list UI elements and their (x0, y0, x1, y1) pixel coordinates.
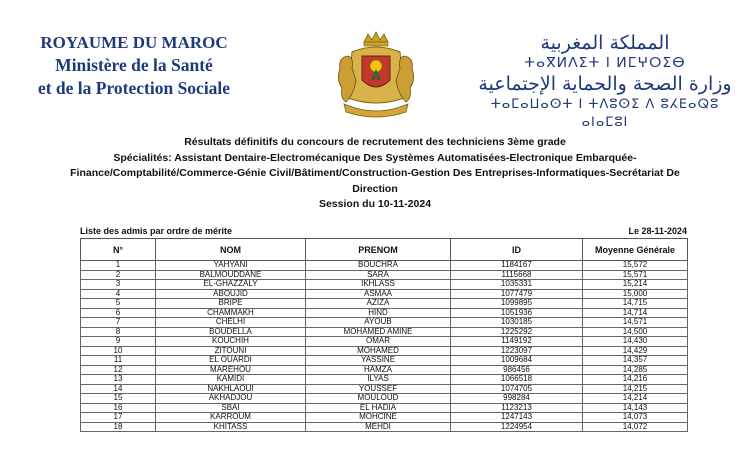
cell-nom: EL OUARDI (156, 356, 306, 366)
cell-rank: 14 (81, 384, 156, 394)
table-row (81, 384, 688, 394)
cell-nom: SBAI (156, 403, 306, 413)
cell-id: 998284 (451, 394, 583, 404)
table-row (81, 261, 688, 271)
cell-rank: 10 (81, 346, 156, 356)
cell-moyenne: 14,214 (583, 394, 688, 404)
column-header-rank: N° (81, 239, 156, 261)
cell-prenom: MOHAMED AMINE (306, 327, 451, 337)
table-row (81, 337, 688, 347)
cell-moyenne: 15,571 (583, 270, 688, 280)
cell-rank: 17 (81, 413, 156, 423)
cell-moyenne: 14,216 (583, 375, 688, 385)
cell-nom: KAMIDI (156, 375, 306, 385)
results-table (80, 238, 688, 432)
ministry-name-fr-line2: et de la Protection Sociale (37, 78, 231, 98)
column-header-nom: NOM (156, 239, 306, 261)
cell-prenom: SARA (306, 270, 451, 280)
table-row (81, 299, 688, 309)
cell-rank: 12 (81, 365, 156, 375)
ministry-name-tifinagh: ⵜⴰⵎⴰⵡⴰⵙⵜ ⵏ ⵜⴷⵓⵙⵉ ⴷ ⵓⵃⴹⴰⵕⵓ ⴰⵏⴰⵎⵓⵏ (490, 97, 720, 130)
document-title: Résultats définitifs du concours de recrutement des techniciens 3ème grade (184, 136, 566, 148)
cell-moyenne: 15,572 (583, 261, 688, 271)
cell-nom: BOUDELLA (156, 327, 306, 337)
column-header-moyenne: Moyenne Générale (583, 239, 688, 261)
cell-id: 1009684 (451, 356, 583, 366)
cell-id: 1184167 (451, 261, 583, 271)
cell-prenom: MEHDI (306, 422, 451, 432)
cell-prenom: MOHCINE (306, 413, 451, 423)
table-row (81, 308, 688, 318)
cell-nom: ZITOUNI (156, 346, 306, 356)
cell-prenom: MOHAMED (306, 346, 451, 356)
cell-moyenne: 14,143 (583, 403, 688, 413)
cell-rank: 8 (81, 327, 156, 337)
table-row (81, 403, 688, 413)
ministry-name-fr-line1: Ministère de la Santé (55, 55, 213, 75)
table-row (81, 327, 688, 337)
cell-prenom: IKHLASS (306, 280, 451, 290)
cell-nom: KHITASS (156, 422, 306, 432)
cell-id: 1115668 (451, 270, 583, 280)
table-row (81, 365, 688, 375)
cell-nom: CHAMMAKH (156, 308, 306, 318)
cell-rank: 16 (81, 403, 156, 413)
cell-rank: 15 (81, 394, 156, 404)
cell-moyenne: 14,072 (583, 422, 688, 432)
cell-id: 1224954 (451, 422, 583, 432)
cell-rank: 9 (81, 337, 156, 347)
cell-rank: 5 (81, 299, 156, 309)
cell-nom: BRIPE (156, 299, 306, 309)
cell-prenom: YASSINE (306, 356, 451, 366)
cell-id: 1225292 (451, 327, 583, 337)
cell-nom: AKHADJOU (156, 394, 306, 404)
cell-rank: 2 (81, 270, 156, 280)
document-session: Session du 10-11-2024 (318, 198, 432, 210)
column-header-id: ID (451, 239, 583, 261)
table-header-row (81, 239, 688, 261)
cell-rank: 18 (81, 422, 156, 432)
cell-prenom: MOULOUD (306, 394, 451, 404)
cell-id: 1123213 (451, 403, 583, 413)
cell-prenom: OMAR (306, 337, 451, 347)
cell-rank: 7 (81, 318, 156, 328)
cell-prenom: AZIZA (306, 299, 451, 309)
cell-prenom: EL HADIA (306, 403, 451, 413)
table-row (81, 280, 688, 290)
cell-rank: 13 (81, 375, 156, 385)
cell-moyenne: 14,500 (583, 327, 688, 337)
header-french-block (0, 32, 268, 100)
table-row (81, 356, 688, 366)
table-row (81, 375, 688, 385)
cell-id: 1223097 (451, 346, 583, 356)
table-row (81, 413, 688, 423)
cell-prenom: HIND (306, 308, 451, 318)
cell-nom: KARROUM (156, 413, 306, 423)
cell-prenom: ASMAA (306, 289, 451, 299)
column-header-prenom: PRENOM (306, 239, 451, 261)
cell-nom: ABOUJID (156, 289, 306, 299)
cell-rank: 6 (81, 308, 156, 318)
cell-id: 1074705 (451, 384, 583, 394)
table-row (81, 270, 688, 280)
cell-nom: CHELHI (156, 318, 306, 328)
table-row (81, 394, 688, 404)
cell-rank: 3 (81, 280, 156, 290)
list-label: Liste des admis par ordre de mérite (80, 226, 233, 236)
table-row (81, 346, 688, 356)
cell-nom: EL-GHAZZALY (156, 280, 306, 290)
cell-moyenne: 14,285 (583, 365, 688, 375)
cell-nom: MAREHOU (156, 365, 306, 375)
cell-id: 1066518 (451, 375, 583, 385)
cell-id: 1149192 (451, 337, 583, 347)
coat-of-arms-emblem-icon (330, 28, 422, 120)
cell-moyenne: 14,430 (583, 337, 688, 347)
cell-prenom: BOUCHRA (306, 261, 451, 271)
cell-prenom: YOUSSEF (306, 384, 451, 394)
cell-moyenne: 14,215 (583, 384, 688, 394)
cell-id: 1035331 (451, 280, 583, 290)
cell-id: 1247143 (451, 413, 583, 423)
cell-moyenne: 14,715 (583, 299, 688, 309)
cell-moyenne: 14,073 (583, 413, 688, 423)
cell-moyenne: 14,357 (583, 356, 688, 366)
cell-prenom: ILYAS (306, 375, 451, 385)
list-meta-row (80, 226, 687, 238)
ministry-name-ar: وزارة الصحة والحماية الإجتماعية (478, 73, 732, 95)
document-specialties: Spécialités: Assistant Dentaire-Electromécanique Des Systèmes Automatisées-Electronique Embarquée-Finance/Comptabilité/Commerce-Génie Civil/Bâtiment/Construction-Gestion Des Entreprises-Informatiques-Secrétariat De Direction (70, 151, 680, 195)
table-row (81, 318, 688, 328)
cell-rank: 1 (81, 261, 156, 271)
cell-nom: KOUCHIH (156, 337, 306, 347)
cell-id: 1030185 (451, 318, 583, 328)
table-row (81, 289, 688, 299)
header-arabic-block (470, 32, 740, 132)
cell-id: 986456 (451, 365, 583, 375)
document-heading (60, 135, 690, 213)
cell-moyenne: 14,571 (583, 318, 688, 328)
cell-moyenne: 15,214 (583, 280, 688, 290)
cell-nom: NAKHLAOUI (156, 384, 306, 394)
cell-id: 1051936 (451, 308, 583, 318)
cell-moyenne: 15,000 (583, 289, 688, 299)
kingdom-name-tifinagh: ⵜⴰⴳⵍⴷⵉⵜ ⵏ ⵍⵎⵖⵔⵉⴱ (524, 55, 686, 71)
document-date: Le 28-11-2024 (628, 226, 687, 236)
kingdom-name-fr: ROYAUME DU MAROC (40, 33, 228, 52)
cell-rank: 4 (81, 289, 156, 299)
cell-id: 1077479 (451, 289, 583, 299)
cell-prenom: HAMZA (306, 365, 451, 375)
cell-prenom: AYOUB (306, 318, 451, 328)
cell-id: 1099895 (451, 299, 583, 309)
kingdom-name-ar: المملكة المغربية (540, 32, 670, 54)
cell-nom: BALMOUDDANE (156, 270, 306, 280)
cell-moyenne: 14,714 (583, 308, 688, 318)
table-row (81, 422, 688, 432)
cell-rank: 11 (81, 356, 156, 366)
cell-nom: YAHYANI (156, 261, 306, 271)
cell-moyenne: 14,429 (583, 346, 688, 356)
